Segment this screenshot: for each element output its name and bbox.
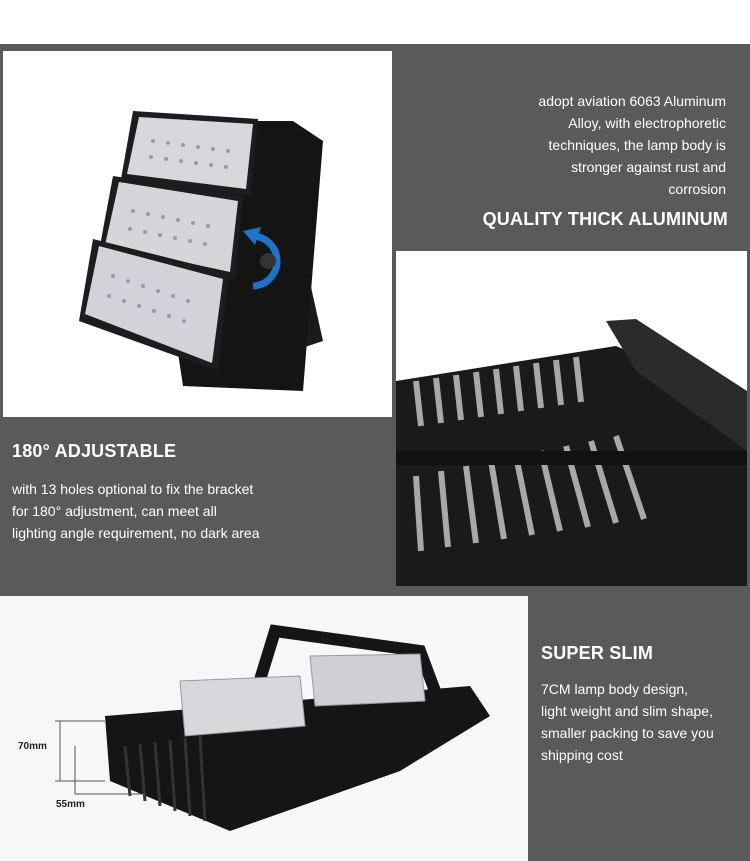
quality-aluminum-title: QUALITY THICK ALUMINUM <box>482 209 728 229</box>
super-slim-description <box>541 678 747 766</box>
aluminum-desc-line-1: adopt aviation 6063 Aluminum <box>538 93 726 109</box>
aluminum-description <box>426 90 726 200</box>
slim-desc-line-3: smaller packing to save you <box>541 725 714 741</box>
slim-desc-line-2: light weight and slim shape, <box>541 703 713 719</box>
aluminum-desc-line-5: corrosion <box>668 181 726 197</box>
super-slim-title: SUPER SLIM <box>541 643 654 663</box>
width-dimension-label: 55mm <box>56 799 85 810</box>
adjustable-desc-line-2: for 180° adjustment, can meet all <box>12 503 217 519</box>
heat-sink-fins-photo <box>396 251 747 586</box>
aluminum-desc-line-3: techniques, the lamp body is <box>548 137 726 153</box>
adjustable-desc-line-1: with 13 holes optional to fix the bracket <box>12 481 254 497</box>
adjustable-description <box>12 478 392 544</box>
slim-profile-photo <box>0 596 528 861</box>
floodlight-rotation-photo <box>3 51 392 417</box>
adjustable-title: 180° ADJUSTABLE <box>12 441 177 461</box>
aluminum-desc-line-2: Alloy, with electrophoretic <box>568 115 726 131</box>
slim-desc-line-1: 7CM lamp body design, <box>541 681 689 697</box>
aluminum-desc-line-4: stronger against rust and <box>571 159 726 175</box>
height-dimension-label: 70mm <box>18 741 47 752</box>
adjustable-desc-line-3: lighting angle requirement, no dark area <box>12 525 260 541</box>
slim-desc-line-4: shipping cost <box>541 747 623 763</box>
